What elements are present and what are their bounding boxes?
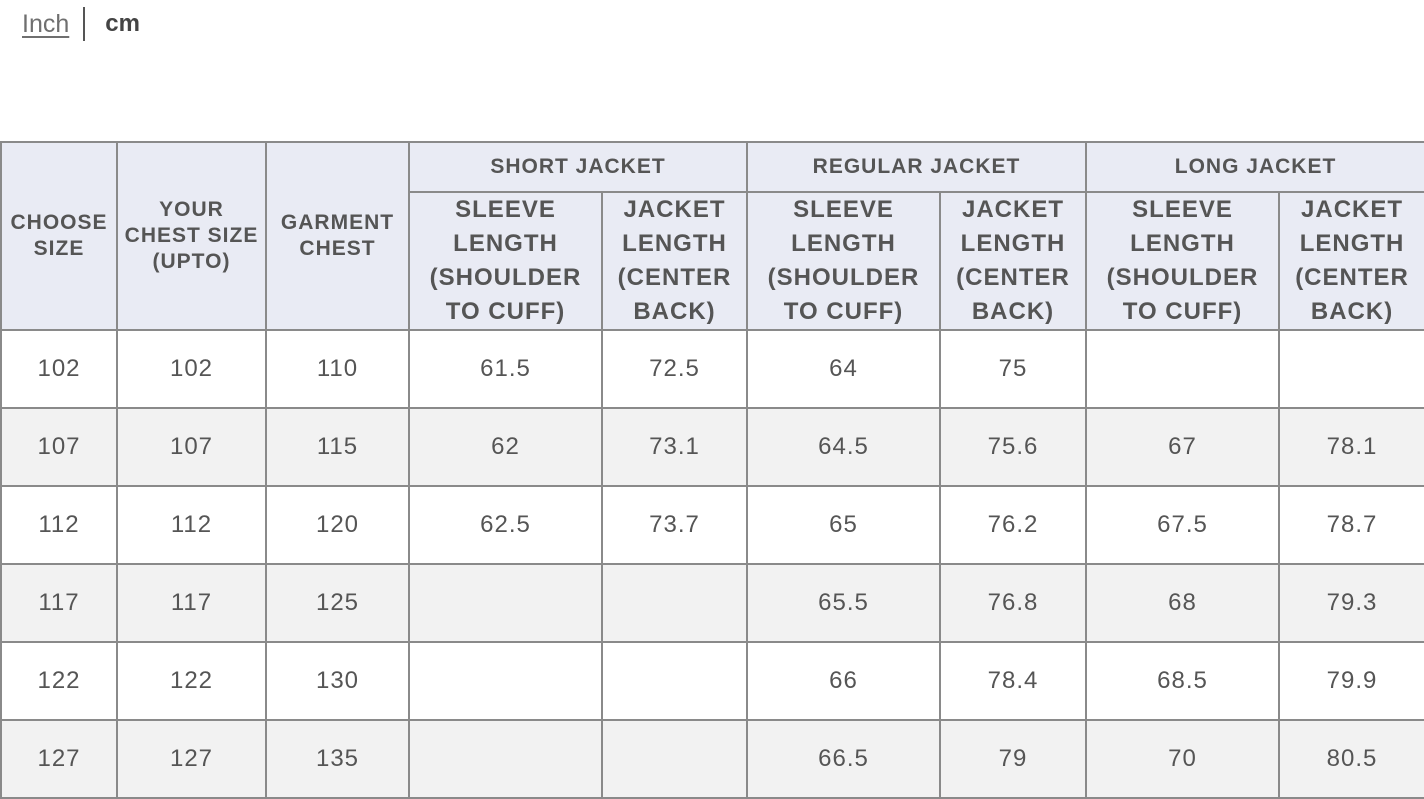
- cell-regular-length: 75.6: [940, 408, 1086, 486]
- cell-size: 127: [1, 720, 117, 798]
- table-row: [1, 720, 1424, 798]
- cell-regular-sleeve: 66: [747, 642, 940, 720]
- cell-regular-length: 75: [940, 330, 1086, 408]
- cell-your-chest: 102: [117, 330, 266, 408]
- cell-garment-chest: 110: [266, 330, 409, 408]
- cell-regular-sleeve: 64: [747, 330, 940, 408]
- cell-regular-sleeve: 66.5: [747, 720, 940, 798]
- cell-short-sleeve: [409, 720, 602, 798]
- cell-short-length: [602, 564, 747, 642]
- cell-regular-length: 76.8: [940, 564, 1086, 642]
- cell-short-length: 73.1: [602, 408, 747, 486]
- header-your-chest-size: YOUR CHEST SIZE (UPTO): [117, 142, 266, 330]
- header-regular-sleeve-length: SLEEVE LENGTH (SHOULDER TO CUFF): [747, 192, 940, 330]
- cell-long-length: 78.1: [1279, 408, 1424, 486]
- cell-garment-chest: 125: [266, 564, 409, 642]
- header-regular-jacket-length: JACKET LENGTH (CENTER BACK): [940, 192, 1086, 330]
- cell-short-sleeve: [409, 642, 602, 720]
- cell-short-sleeve: 62.5: [409, 486, 602, 564]
- cell-long-sleeve: [1086, 330, 1279, 408]
- table-row: [1, 408, 1424, 486]
- header-short-sleeve-length: SLEEVE LENGTH (SHOULDER TO CUFF): [409, 192, 602, 330]
- cell-long-sleeve: 67: [1086, 408, 1279, 486]
- header-long-sleeve-length: SLEEVE LENGTH (SHOULDER TO CUFF): [1086, 192, 1279, 330]
- cell-long-sleeve: 67.5: [1086, 486, 1279, 564]
- table-row: [1, 564, 1424, 642]
- header-garment-chest: GARMENT CHEST: [266, 142, 409, 330]
- cell-your-chest: 117: [117, 564, 266, 642]
- cell-regular-length: 76.2: [940, 486, 1086, 564]
- size-chart-table: [0, 141, 1424, 799]
- cell-your-chest: 112: [117, 486, 266, 564]
- cell-short-sleeve: 61.5: [409, 330, 602, 408]
- header-short-jacket: SHORT JACKET: [409, 142, 747, 192]
- cell-short-length: 73.7: [602, 486, 747, 564]
- cell-short-length: 72.5: [602, 330, 747, 408]
- cell-size: 122: [1, 642, 117, 720]
- cell-your-chest: 127: [117, 720, 266, 798]
- cell-garment-chest: 120: [266, 486, 409, 564]
- cell-regular-sleeve: 65.5: [747, 564, 940, 642]
- inch-unit-link[interactable]: Inch: [22, 9, 70, 38]
- cell-long-length: 78.7: [1279, 486, 1424, 564]
- cm-unit-link[interactable]: cm: [105, 10, 140, 37]
- cell-size: 107: [1, 408, 117, 486]
- cell-regular-sleeve: 65: [747, 486, 940, 564]
- cell-short-length: [602, 720, 747, 798]
- cell-your-chest: 122: [117, 642, 266, 720]
- table-row: [1, 486, 1424, 564]
- header-long-jacket: LONG JACKET: [1086, 142, 1424, 192]
- header-choose-size: CHOOSE SIZE: [1, 142, 117, 330]
- cell-long-sleeve: 70: [1086, 720, 1279, 798]
- cell-long-length: 79.9: [1279, 642, 1424, 720]
- cell-short-sleeve: [409, 564, 602, 642]
- cell-size: 117: [1, 564, 117, 642]
- cell-your-chest: 107: [117, 408, 266, 486]
- table-row: [1, 330, 1424, 408]
- unit-divider: [83, 7, 85, 41]
- header-long-jacket-length: JACKET LENGTH (CENTER BACK): [1279, 192, 1424, 330]
- header-regular-jacket: REGULAR JACKET: [747, 142, 1086, 192]
- unit-toggle: [22, 6, 140, 42]
- cell-long-sleeve: 68: [1086, 564, 1279, 642]
- cell-regular-length: 78.4: [940, 642, 1086, 720]
- table-row: [1, 642, 1424, 720]
- cell-garment-chest: 135: [266, 720, 409, 798]
- cell-long-length: [1279, 330, 1424, 408]
- cell-garment-chest: 130: [266, 642, 409, 720]
- cell-size: 112: [1, 486, 117, 564]
- header-short-jacket-length: JACKET LENGTH (CENTER BACK): [602, 192, 747, 330]
- cell-long-length: 80.5: [1279, 720, 1424, 798]
- cell-short-sleeve: 62: [409, 408, 602, 486]
- cell-short-length: [602, 642, 747, 720]
- cell-long-length: 79.3: [1279, 564, 1424, 642]
- cell-regular-length: 79: [940, 720, 1086, 798]
- cell-size: 102: [1, 330, 117, 408]
- cell-long-sleeve: 68.5: [1086, 642, 1279, 720]
- cell-garment-chest: 115: [266, 408, 409, 486]
- cell-regular-sleeve: 64.5: [747, 408, 940, 486]
